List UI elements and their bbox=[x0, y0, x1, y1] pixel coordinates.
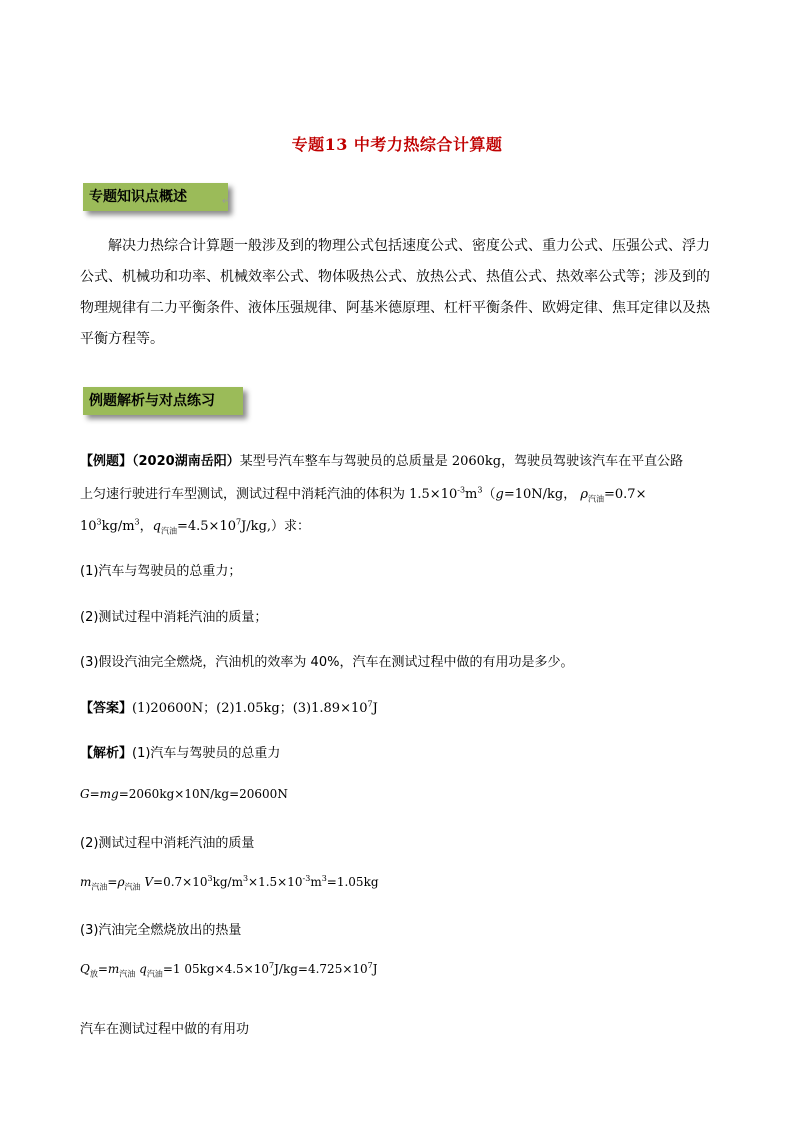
exponent: 7 bbox=[367, 699, 373, 709]
formula-text: = bbox=[97, 962, 108, 976]
formula-text: m bbox=[310, 875, 322, 889]
example-text: ， bbox=[139, 519, 153, 534]
example-text: kg/m bbox=[101, 519, 135, 534]
variable: m bbox=[80, 875, 92, 889]
subscript: 汽油 bbox=[146, 969, 163, 979]
overview-line: 解决力热综合计算题一般涉及到的物理公式包括速度公式、密度公式、重力公式、压强公式、浮力 bbox=[108, 238, 710, 254]
example-text: （ bbox=[482, 487, 496, 502]
exponent: 7 bbox=[269, 961, 275, 970]
subscript: 放 bbox=[89, 969, 98, 979]
answer-text: (1)20600N；(2)1.05kg；(3)1.89×10 bbox=[132, 701, 368, 716]
variable: ρ bbox=[117, 875, 125, 889]
example-line-3 bbox=[80, 515, 310, 534]
variable: m bbox=[107, 962, 120, 976]
exponent: 3 bbox=[242, 874, 249, 883]
exponent: 3 bbox=[96, 517, 102, 527]
formula-text: ×1.5×10 bbox=[248, 875, 303, 889]
example-text: 10 bbox=[80, 519, 97, 534]
formula-1 bbox=[80, 787, 288, 801]
answer-unit: J bbox=[372, 701, 378, 716]
exponent: 7 bbox=[236, 517, 242, 527]
answer-line bbox=[80, 697, 378, 716]
example-source: （2020湖南岳阳） bbox=[132, 454, 240, 469]
exponent: 3 bbox=[321, 874, 327, 883]
analysis-line-2: (2)测试过程中消耗汽油的质量 bbox=[80, 836, 255, 851]
example-text: m bbox=[465, 487, 478, 502]
variable: Q bbox=[80, 962, 90, 976]
exponent: 3 bbox=[477, 485, 483, 495]
paragraph-mark-icon: ↵ bbox=[222, 196, 231, 207]
overview-paragraph bbox=[80, 231, 720, 355]
example-text: =0.7× bbox=[604, 487, 647, 502]
formula-text: J/kg=4.725×10 bbox=[274, 962, 368, 976]
formula-text: =2060kg×10N/kg=20600N bbox=[118, 787, 288, 801]
example-text: =4.5×10 bbox=[176, 519, 236, 534]
variable: ρ bbox=[580, 487, 588, 502]
analysis-line-3: (3)汽油完全燃烧放出的热量 bbox=[80, 923, 242, 938]
section-heading-label: 专题知识点概述 bbox=[89, 189, 187, 205]
formula-text: = bbox=[107, 875, 118, 889]
subscript: 汽油 bbox=[160, 526, 177, 536]
subscript: 汽油 bbox=[124, 882, 141, 892]
example-text: 上匀速行驶进行车型测试，测试过程中消耗汽油的体积为 1.5×10 bbox=[80, 487, 458, 502]
formula-3 bbox=[80, 961, 378, 979]
overview-line: 公式、机械功和功率、机械效率公式、物体吸热公式、放热公式、热值公式、热效率公式等；涉及到的 bbox=[80, 269, 710, 285]
variable: mg bbox=[99, 787, 119, 801]
analysis-line-4: 汽车在测试过程中做的有用功 bbox=[80, 1022, 250, 1037]
example-text: J/kg,）求： bbox=[241, 519, 311, 534]
variable: q bbox=[152, 519, 161, 534]
analysis-tag: 【解析】 bbox=[80, 746, 133, 761]
analysis-text: (1)汽车与驾驶员的总重力 bbox=[132, 746, 281, 761]
subscript: 汽油 bbox=[119, 969, 136, 979]
formula-text: = bbox=[89, 787, 100, 801]
section-heading-label: 例题解析与对点练习 bbox=[89, 393, 215, 409]
example-text: 某型号汽车整车与驾驶员的总质量是 2060kg，驾驶员驾驶该汽车在平直公路 bbox=[239, 454, 684, 469]
example-line-1 bbox=[80, 450, 683, 469]
formula-text: =0.7×10 bbox=[153, 875, 208, 889]
analysis-line-1 bbox=[80, 742, 280, 761]
formula-text: =1.05kg bbox=[326, 875, 379, 889]
overview-line: 物理规律有二力平衡条件、液体压强规律、阿基米德原理、杠杆平衡条件、欧姆定律、焦耳定律以及热 bbox=[80, 300, 710, 316]
section-heading-examples bbox=[83, 387, 243, 415]
example-line-2 bbox=[80, 483, 646, 502]
subscript: 汽油 bbox=[91, 882, 108, 892]
example-tag: 【例题】 bbox=[80, 454, 133, 469]
example-text: =10N/kg， bbox=[503, 487, 577, 502]
question-1: (1)汽车与驾驶员的总重力； bbox=[80, 564, 242, 579]
page-title: 专题13 中考力热综合计算题 bbox=[291, 135, 503, 154]
exponent: -3 bbox=[457, 485, 466, 495]
variable: V bbox=[144, 875, 154, 889]
section-heading-overview bbox=[83, 183, 231, 211]
question-2: (2)测试过程中消耗汽油的质量； bbox=[80, 610, 268, 625]
variable: G bbox=[80, 787, 90, 801]
formula-2 bbox=[80, 874, 379, 892]
exponent: -3 bbox=[302, 874, 311, 883]
exponent: 7 bbox=[367, 961, 373, 970]
subscript: 汽油 bbox=[588, 494, 604, 504]
variable: g bbox=[495, 487, 504, 502]
formula-text: =1 05kg×4.5×10 bbox=[162, 962, 270, 976]
exponent: 3 bbox=[134, 517, 140, 527]
question-3: (3)假设汽油完全燃烧，汽油机的效率为 40%，汽车在测试过程中做的有用功是多少。 bbox=[80, 655, 574, 670]
formula-text: kg/m bbox=[212, 875, 243, 889]
answer-tag: 【答案】 bbox=[80, 701, 133, 716]
formula-text: J bbox=[372, 962, 378, 976]
exponent: 3 bbox=[207, 874, 213, 883]
overview-line: 平衡方程等。 bbox=[80, 331, 164, 347]
variable: q bbox=[139, 962, 147, 976]
